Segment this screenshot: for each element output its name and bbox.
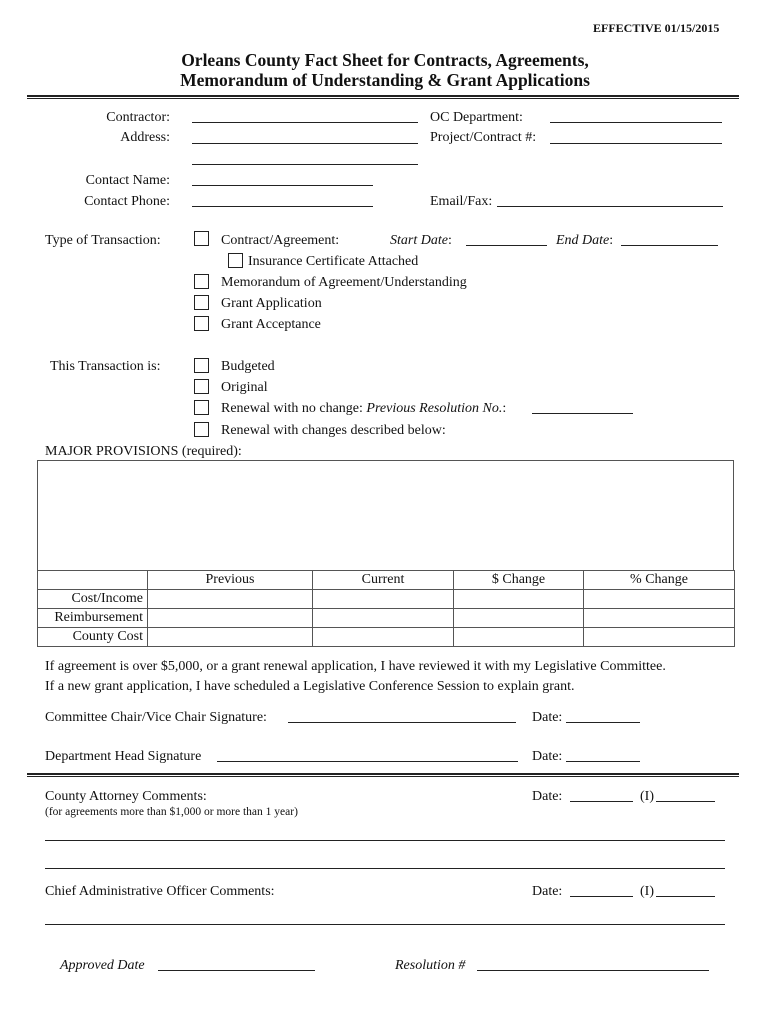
committee-chair-signature-field[interactable] [288, 722, 516, 723]
grant-acceptance-checkbox[interactable] [194, 316, 209, 331]
county-attorney-initial-label: (I) [640, 789, 654, 804]
budgeted-label: Budgeted [221, 359, 275, 374]
county-attorney-date-label: Date: [532, 789, 563, 804]
resolution-label: Resolution # [395, 958, 466, 973]
address-label: Address: [120, 130, 170, 145]
row-label-county-cost: County Cost [38, 628, 148, 647]
resolution-field[interactable] [477, 970, 709, 971]
page-title-line1: Orleans County Fact Sheet for Contracts, Agreements, [181, 50, 589, 70]
contractor-field[interactable] [192, 122, 418, 123]
committee-date-label: Date: [532, 710, 563, 725]
approved-date-field[interactable] [158, 970, 315, 971]
table-row [38, 609, 735, 628]
row-label-reimbursement: Reimbursement [38, 609, 148, 628]
department-date-field[interactable] [566, 761, 640, 762]
table-cell-input[interactable] [313, 628, 454, 647]
cao-comment-line[interactable] [45, 924, 725, 925]
major-provisions-textarea[interactable] [37, 460, 734, 571]
project-contract-field[interactable] [550, 143, 722, 144]
table-header-percent-change: % Change [584, 571, 735, 590]
oc-department-field[interactable] [550, 122, 722, 123]
original-label: Original [221, 380, 268, 395]
memorandum-checkbox[interactable] [194, 274, 209, 289]
previous-resolution-field[interactable] [532, 413, 633, 414]
table-header-row [38, 571, 735, 590]
table-cell-input[interactable] [584, 590, 735, 609]
address-field-1[interactable] [192, 143, 418, 144]
renewal-with-changes-label: Renewal with changes described below: [221, 423, 446, 438]
end-date-field[interactable] [621, 245, 718, 246]
table-header-dollar-change: $ Change [454, 571, 584, 590]
table-cell-input[interactable] [313, 609, 454, 628]
page-title-line2: Memorandum of Understanding & Grant Applications [180, 70, 590, 90]
renewal-no-change-label: Renewal with no change: Previous Resolution No.: [221, 401, 507, 416]
table-cell-input[interactable] [313, 590, 454, 609]
transaction-type-label: Type of Transaction: [45, 233, 161, 248]
table-cell-input[interactable] [584, 628, 735, 647]
cao-comments-label: Chief Administrative Officer Comments: [45, 884, 275, 899]
table-header-current: Current [313, 571, 454, 590]
address-field-2[interactable] [192, 164, 418, 165]
contact-phone-field[interactable] [192, 206, 373, 207]
start-date-label: Start Date: [390, 233, 452, 248]
section-divider [27, 773, 739, 777]
project-contract-label: Project/Contract #: [430, 130, 537, 145]
approved-date-label: Approved Date [60, 958, 145, 973]
email-fax-field[interactable] [497, 206, 723, 207]
contact-phone-label: Contact Phone: [84, 194, 170, 209]
cao-initial-field[interactable] [656, 896, 715, 897]
original-checkbox[interactable] [194, 379, 209, 394]
contact-name-label: Contact Name: [85, 173, 170, 188]
contractor-label: Contractor: [106, 110, 170, 125]
effective-date: EFFECTIVE 01/15/2015 [593, 21, 720, 35]
renewal-no-change-checkbox[interactable] [194, 400, 209, 415]
table-cell-input[interactable] [454, 590, 584, 609]
table-cell-input[interactable] [148, 628, 313, 647]
statement-line2: If a new grant application, I have scheduled a Legislative Conference Session to explain grant. [45, 679, 575, 694]
cao-initial-label: (I) [640, 884, 654, 899]
committee-date-field[interactable] [566, 722, 640, 723]
oc-department-label: OC Department: [430, 110, 523, 125]
end-date-label: End Date: [556, 233, 614, 248]
contract-agreement-label: Contract/Agreement: [221, 233, 340, 248]
county-attorney-comment-line-2[interactable] [45, 868, 725, 869]
grant-application-checkbox[interactable] [194, 295, 209, 310]
county-attorney-label: County Attorney Comments: [45, 789, 207, 804]
memorandum-label: Memorandum of Agreement/Understanding [221, 275, 467, 290]
table-header-cell [38, 571, 148, 590]
department-head-label: Department Head Signature [45, 749, 202, 764]
county-attorney-comment-line-1[interactable] [45, 840, 725, 841]
statement-line1: If agreement is over $5,000, or a grant renewal application, I have reviewed it with my Legislative Committee. [45, 659, 666, 674]
start-date-field[interactable] [466, 245, 547, 246]
county-attorney-date-field[interactable] [570, 801, 633, 802]
row-label-cost-income: Cost/Income [38, 590, 148, 609]
department-head-signature-field[interactable] [217, 761, 518, 762]
table-row [38, 628, 735, 647]
cao-date-field[interactable] [570, 896, 633, 897]
insurance-label: Insurance Certificate Attached [248, 254, 419, 269]
county-attorney-note: (for agreements more than $1,000 or more than 1 year) [45, 806, 298, 818]
provisions-table [37, 570, 735, 647]
cao-date-label: Date: [532, 884, 563, 899]
grant-acceptance-label: Grant Acceptance [221, 317, 321, 332]
budgeted-checkbox[interactable] [194, 358, 209, 373]
table-cell-input[interactable] [584, 609, 735, 628]
table-row [38, 590, 735, 609]
email-fax-label: Email/Fax: [430, 194, 493, 209]
renewal-with-changes-checkbox[interactable] [194, 422, 209, 437]
table-cell-input[interactable] [148, 609, 313, 628]
committee-chair-label: Committee Chair/Vice Chair Signature: [45, 710, 267, 725]
major-provisions-label: MAJOR PROVISIONS (required): [45, 444, 242, 459]
department-date-label: Date: [532, 749, 563, 764]
contract-agreement-checkbox[interactable] [194, 231, 209, 246]
contact-name-field[interactable] [192, 185, 373, 186]
table-cell-input[interactable] [454, 609, 584, 628]
transaction-is-label: This Transaction is: [50, 359, 161, 374]
county-attorney-initial-field[interactable] [656, 801, 715, 802]
table-cell-input[interactable] [148, 590, 313, 609]
insurance-checkbox[interactable] [228, 253, 243, 268]
table-cell-input[interactable] [454, 628, 584, 647]
table-header-previous: Previous [148, 571, 313, 590]
header-divider [27, 95, 739, 99]
grant-application-label: Grant Application [221, 296, 322, 311]
